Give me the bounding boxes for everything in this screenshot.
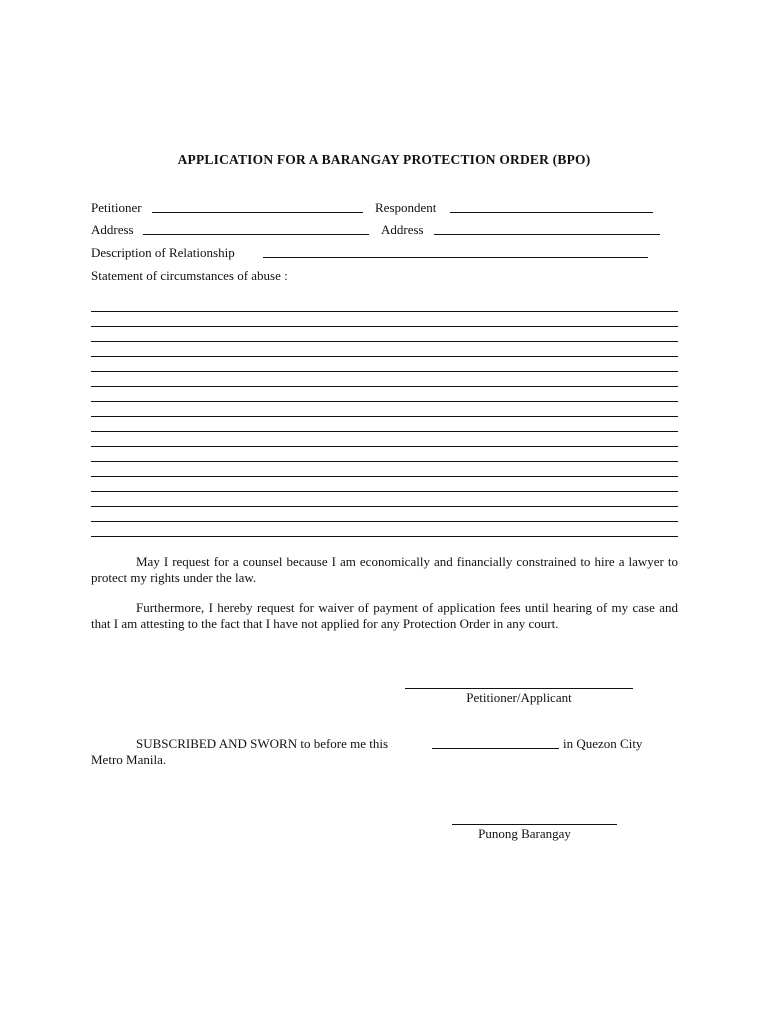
form-title: APPLICATION FOR A BARANGAY PROTECTION ORDER (BPO) [177, 152, 591, 167]
barangay-signature-label: Punong Barangay [478, 826, 571, 841]
relationship-blank[interactable] [263, 256, 648, 258]
statement-line[interactable] [91, 341, 678, 342]
statement-line[interactable] [91, 461, 678, 462]
statement-line[interactable] [91, 371, 678, 372]
petitioner-label: Petitioner [91, 200, 142, 215]
statement-line[interactable] [91, 491, 678, 492]
statement-line[interactable] [91, 356, 678, 357]
sworn-line-2: Metro Manila. [91, 752, 167, 767]
statement-line[interactable] [91, 416, 678, 417]
petitioner-address-label: Address [91, 222, 134, 237]
statement-line[interactable] [91, 521, 678, 522]
statement-line[interactable] [91, 431, 678, 432]
statement-line[interactable] [91, 311, 678, 312]
statement-line[interactable] [91, 536, 678, 537]
statement-line[interactable] [91, 386, 678, 387]
respondent-address-blank[interactable] [434, 233, 660, 235]
waiver-paragraph-text: Furthermore, I hereby request for waiver of payment of application fees until hearing of my case and that I am attesting to the fact that I have not applied for any Protection Order in any court. [91, 600, 678, 631]
statement-line[interactable] [91, 476, 678, 477]
counsel-paragraph-text: May I request for a counsel because I am economically and financially constrained to hire a lawyer to protect my rights under the law. [91, 554, 678, 585]
circumstances-label: Statement of circumstances of abuse : [91, 268, 288, 283]
statement-line[interactable] [91, 326, 678, 327]
relationship-label: Description of Relationship [91, 245, 235, 260]
petitioner-blank[interactable] [152, 211, 363, 213]
applicant-signature-line[interactable] [405, 688, 633, 689]
statement-line[interactable] [91, 401, 678, 402]
sworn-date-blank[interactable] [432, 747, 559, 749]
respondent-address-label: Address [381, 222, 424, 237]
waiver-paragraph [91, 600, 678, 632]
petitioner-address-blank[interactable] [143, 233, 369, 235]
applicant-signature-label: Petitioner/Applicant [466, 690, 572, 705]
sworn-prefix: SUBSCRIBED AND SWORN to before me this [136, 736, 389, 751]
statement-line[interactable] [91, 506, 678, 507]
respondent-blank[interactable] [450, 211, 653, 213]
respondent-label: Respondent [375, 200, 437, 215]
sworn-suffix: in Quezon City [563, 736, 643, 751]
statement-line[interactable] [91, 446, 678, 447]
barangay-signature-line[interactable] [452, 824, 617, 825]
counsel-paragraph [91, 554, 678, 586]
